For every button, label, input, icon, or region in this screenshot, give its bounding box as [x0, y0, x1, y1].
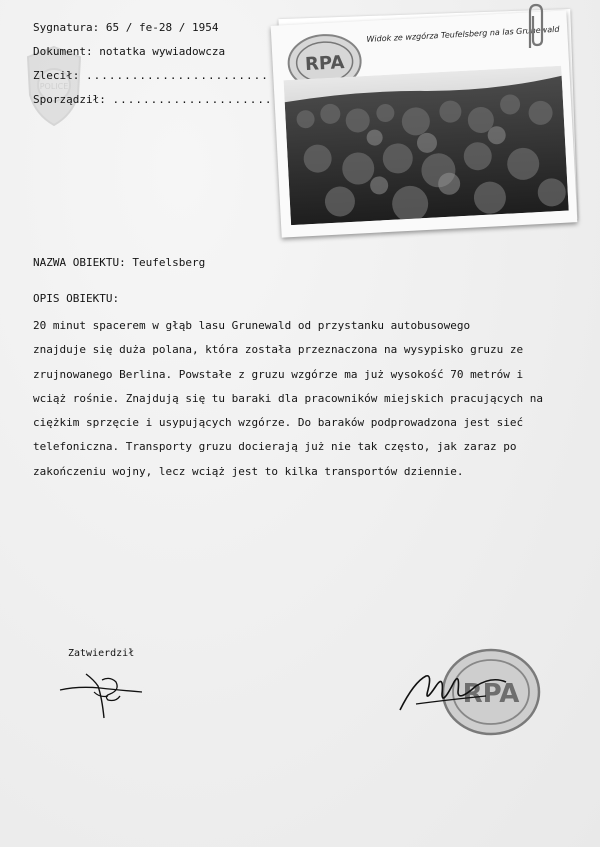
description-line: wciąż rośnie. Znajdują się tu baraki dla pracowników miejskich pracujących na [33, 391, 543, 405]
ordered-label: Zlecił: [33, 69, 80, 82]
forest-photo [284, 66, 569, 225]
prepared-field: ..................... [112, 93, 273, 106]
description-line: telefoniczna. Transporty gruzu docierają już nie tak często, jak zaraz po [33, 440, 517, 454]
signature-value: 65 / fe-28 / 1954 [105, 21, 219, 34]
document-header [33, 16, 273, 112]
description-line: ciężkim sprzęcie i usypujących wzgórze. Do baraków podprowadzona jest sieć [33, 416, 524, 430]
ordered-row [33, 64, 273, 88]
description-line: zakończeniu wojny, lecz wciąż jest to kilka transportów dziennie. [33, 464, 464, 478]
signature-left [58, 668, 150, 723]
badge-text: POLICE [39, 82, 69, 91]
paperclip-icon [522, 2, 548, 52]
signature-label: Sygnatura: [33, 21, 100, 34]
approved-label: Zatwierdził [68, 648, 135, 659]
signature-right-with-stamp [396, 642, 546, 742]
object-name-value: Teufelsberg [132, 256, 206, 269]
prepared-label: Sporządził: [33, 93, 106, 106]
photo-stamp-text: RPA [304, 52, 345, 76]
description-line: zrujnowanego Berlina. Powstałe z gruzu wzgórze ma już wysokość 70 metrów i [33, 367, 524, 381]
footer-stamp-text: RPA [462, 679, 520, 709]
object-name [33, 256, 205, 269]
description-title: OPIS OBIEKTU: [33, 292, 120, 305]
object-name-label: NAZWA OBIEKTU: [33, 256, 126, 269]
document-value: notatka wywiadowcza [99, 45, 226, 58]
signature-row [33, 16, 273, 40]
photo-caption: Widok ze wzgórza Teufelsberg na las Grunewald [366, 24, 560, 44]
description-line: 20 minut spacerem w głąb lasu Grunewald od przystanku autobusowego [33, 319, 471, 332]
attached-photo [270, 8, 580, 233]
ordered-field: ........................ [85, 69, 269, 82]
description-body [33, 314, 578, 484]
document-label: Dokument: [33, 45, 93, 58]
description-line: znajduje się duża polana, która została przeznaczona na wysypisko gruzu ze [33, 343, 524, 357]
document-row [33, 40, 273, 64]
prepared-row [33, 88, 273, 112]
